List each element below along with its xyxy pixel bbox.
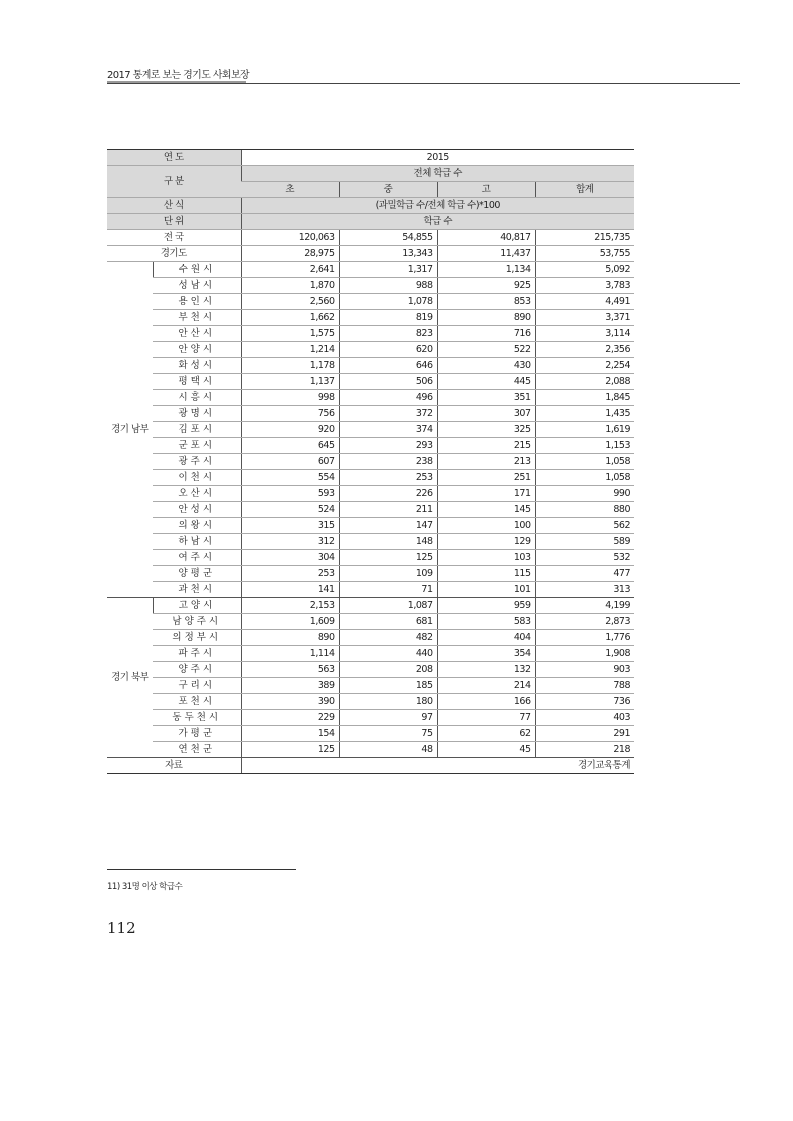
cell-value: 4,491: [535, 294, 634, 310]
cell-value: 100: [437, 518, 535, 534]
cell-value: 3,783: [535, 278, 634, 294]
cell-value: 185: [339, 678, 437, 694]
col-high: 고: [437, 182, 535, 198]
nationwide-total: 215,735: [535, 230, 634, 246]
col-middle: 중: [339, 182, 437, 198]
cell-value: 788: [535, 678, 634, 694]
cell-value: 2,088: [535, 374, 634, 390]
cell-value: 4,199: [535, 598, 634, 614]
table-row: [107, 742, 634, 758]
footnote-rule: [107, 869, 296, 870]
city-name: 오산시: [153, 486, 241, 502]
cell-value: 238: [339, 454, 437, 470]
cell-value: 1,575: [241, 326, 339, 342]
cell-value: 920: [241, 422, 339, 438]
year-row: [107, 150, 634, 166]
col-elementary: 초: [241, 182, 339, 198]
gyeonggi-elementary: 28,975: [241, 246, 339, 262]
formula-row: [107, 198, 634, 214]
gyeonggi-label: 경기도: [107, 246, 241, 262]
cell-value: 445: [437, 374, 535, 390]
group-header: 전체 학급 수: [241, 166, 634, 182]
cell-value: 1,058: [535, 454, 634, 470]
cell-value: 211: [339, 502, 437, 518]
cell-value: 1,870: [241, 278, 339, 294]
cell-value: 998: [241, 390, 339, 406]
cell-value: 171: [437, 486, 535, 502]
table-row: [107, 486, 634, 502]
cell-value: 522: [437, 342, 535, 358]
cell-value: 351: [437, 390, 535, 406]
cell-value: 482: [339, 630, 437, 646]
cell-value: 2,873: [535, 614, 634, 630]
cell-value: 1,078: [339, 294, 437, 310]
cell-value: 736: [535, 694, 634, 710]
cell-value: 62: [437, 726, 535, 742]
cell-value: 819: [339, 310, 437, 326]
gyeonggi-middle: 13,343: [339, 246, 437, 262]
cell-value: 607: [241, 454, 339, 470]
city-name: 포천시: [153, 694, 241, 710]
cell-value: 1,619: [535, 422, 634, 438]
cell-value: 390: [241, 694, 339, 710]
table-row: [107, 726, 634, 742]
class-count-table: [107, 149, 634, 774]
unit-label: 단 위: [107, 214, 241, 230]
cell-value: 959: [437, 598, 535, 614]
cell-value: 208: [339, 662, 437, 678]
source-value: 경기교육통계: [241, 758, 634, 774]
unit-row: [107, 214, 634, 230]
table-row: [107, 358, 634, 374]
cell-value: 253: [241, 566, 339, 582]
city-name: 의정부시: [153, 630, 241, 646]
page-number: 112: [107, 919, 136, 937]
cell-value: 853: [437, 294, 535, 310]
cell-value: 1,087: [339, 598, 437, 614]
cell-value: 1,178: [241, 358, 339, 374]
cell-value: 253: [339, 470, 437, 486]
formula-label: 산 식: [107, 198, 241, 214]
footnote: 11) 31명 이상 학급수: [107, 882, 183, 892]
table-row: [107, 582, 634, 598]
cell-value: 589: [535, 534, 634, 550]
city-name: 용인시: [153, 294, 241, 310]
cell-value: 307: [437, 406, 535, 422]
city-name: 고양시: [153, 598, 241, 614]
cell-value: 990: [535, 486, 634, 502]
gyeonggi-row: [107, 246, 634, 262]
cell-value: 583: [437, 614, 535, 630]
cell-value: 506: [339, 374, 437, 390]
cell-value: 147: [339, 518, 437, 534]
cell-value: 75: [339, 726, 437, 742]
table-row: [107, 438, 634, 454]
nationwide-high: 40,817: [437, 230, 535, 246]
table-row: [107, 278, 634, 294]
cell-value: 1,114: [241, 646, 339, 662]
cell-value: 141: [241, 582, 339, 598]
table-row: [107, 646, 634, 662]
city-name: 하남시: [153, 534, 241, 550]
cell-value: 354: [437, 646, 535, 662]
cell-value: 3,371: [535, 310, 634, 326]
table-row: [107, 598, 634, 614]
cell-value: 154: [241, 726, 339, 742]
table-row: [107, 390, 634, 406]
category-row: [107, 166, 634, 182]
city-name: 의왕시: [153, 518, 241, 534]
city-name: 구리시: [153, 678, 241, 694]
table-row: [107, 326, 634, 342]
table-row: [107, 614, 634, 630]
cell-value: 430: [437, 358, 535, 374]
cell-value: 562: [535, 518, 634, 534]
cell-value: 890: [437, 310, 535, 326]
cell-value: 1,058: [535, 470, 634, 486]
cell-value: 2,356: [535, 342, 634, 358]
city-name: 광주시: [153, 454, 241, 470]
city-name: 군포시: [153, 438, 241, 454]
cell-value: 145: [437, 502, 535, 518]
city-name: 안산시: [153, 326, 241, 342]
table-row: [107, 518, 634, 534]
region-label-south: 경기 남부: [107, 262, 153, 598]
city-name: 성남시: [153, 278, 241, 294]
cell-value: 97: [339, 710, 437, 726]
table-row: [107, 374, 634, 390]
city-name: 파주시: [153, 646, 241, 662]
cell-value: 312: [241, 534, 339, 550]
city-name: 연천군: [153, 742, 241, 758]
cell-value: 109: [339, 566, 437, 582]
cell-value: 593: [241, 486, 339, 502]
gyeonggi-total: 53,755: [535, 246, 634, 262]
cell-value: 477: [535, 566, 634, 582]
city-name: 남양주시: [153, 614, 241, 630]
cell-value: 2,153: [241, 598, 339, 614]
table-row: [107, 470, 634, 486]
table-row: [107, 294, 634, 310]
table-row: [107, 662, 634, 678]
cell-value: 315: [241, 518, 339, 534]
running-header: 2017 통계로 보는 경기도 사회보장: [107, 70, 250, 81]
cell-value: 129: [437, 534, 535, 550]
cell-value: 756: [241, 406, 339, 422]
cell-value: 716: [437, 326, 535, 342]
cell-value: 218: [535, 742, 634, 758]
cell-value: 403: [535, 710, 634, 726]
category-label: 구 분: [107, 166, 241, 198]
year-label: 연 도: [107, 150, 241, 166]
table-row: [107, 454, 634, 470]
city-name: 부천시: [153, 310, 241, 326]
cell-value: 1,134: [437, 262, 535, 278]
cell-value: 180: [339, 694, 437, 710]
cell-value: 554: [241, 470, 339, 486]
cell-value: 132: [437, 662, 535, 678]
city-name: 수원시: [153, 262, 241, 278]
cell-value: 1,776: [535, 630, 634, 646]
cell-value: 304: [241, 550, 339, 566]
cell-value: 313: [535, 582, 634, 598]
table-row: [107, 534, 634, 550]
cell-value: 1,845: [535, 390, 634, 406]
cell-value: 1,435: [535, 406, 634, 422]
cell-value: 1,908: [535, 646, 634, 662]
nationwide-middle: 54,855: [339, 230, 437, 246]
cell-value: 103: [437, 550, 535, 566]
unit-value: 학급 수: [241, 214, 634, 230]
table-row: [107, 710, 634, 726]
cell-value: 166: [437, 694, 535, 710]
col-total: 합계: [535, 182, 634, 198]
cell-value: 226: [339, 486, 437, 502]
cell-value: 389: [241, 678, 339, 694]
table-row: [107, 422, 634, 438]
table-row: [107, 566, 634, 582]
cell-value: 148: [339, 534, 437, 550]
cell-value: 325: [437, 422, 535, 438]
cell-value: 620: [339, 342, 437, 358]
cell-value: 291: [535, 726, 634, 742]
year-value: 2015: [241, 150, 634, 166]
cell-value: 71: [339, 582, 437, 598]
source-label: 자료: [107, 758, 241, 774]
cell-value: 2,560: [241, 294, 339, 310]
cell-value: 101: [437, 582, 535, 598]
cell-value: 646: [339, 358, 437, 374]
cell-value: 988: [339, 278, 437, 294]
city-name: 평택시: [153, 374, 241, 390]
cell-value: 3,114: [535, 326, 634, 342]
formula-value: (과밀학급 수/전체 학급 수)*100: [241, 198, 634, 214]
cell-value: 1,609: [241, 614, 339, 630]
cell-value: 440: [339, 646, 437, 662]
table-row: [107, 502, 634, 518]
cell-value: 925: [437, 278, 535, 294]
table-row: [107, 550, 634, 566]
city-name: 김포시: [153, 422, 241, 438]
city-name: 이천시: [153, 470, 241, 486]
cell-value: 214: [437, 678, 535, 694]
cell-value: 880: [535, 502, 634, 518]
table-row: [107, 342, 634, 358]
cell-value: 681: [339, 614, 437, 630]
cell-value: 645: [241, 438, 339, 454]
cell-value: 215: [437, 438, 535, 454]
cell-value: 77: [437, 710, 535, 726]
cell-value: 374: [339, 422, 437, 438]
cell-value: 890: [241, 630, 339, 646]
cell-value: 251: [437, 470, 535, 486]
cell-value: 532: [535, 550, 634, 566]
table-row: [107, 694, 634, 710]
cell-value: 229: [241, 710, 339, 726]
cell-value: 213: [437, 454, 535, 470]
nationwide-row: [107, 230, 634, 246]
cell-value: 5,092: [535, 262, 634, 278]
table-row: [107, 262, 634, 278]
city-name: 양주시: [153, 662, 241, 678]
cell-value: 2,641: [241, 262, 339, 278]
table-row: [107, 406, 634, 422]
city-name: 안성시: [153, 502, 241, 518]
city-name: 과천시: [153, 582, 241, 598]
cell-value: 1,137: [241, 374, 339, 390]
cell-value: 293: [339, 438, 437, 454]
cell-value: 524: [241, 502, 339, 518]
cell-value: 1,153: [535, 438, 634, 454]
cell-value: 115: [437, 566, 535, 582]
table-row: [107, 630, 634, 646]
cell-value: 563: [241, 662, 339, 678]
cell-value: 48: [339, 742, 437, 758]
cell-value: 496: [339, 390, 437, 406]
cell-value: 372: [339, 406, 437, 422]
nationwide-label: 전 국: [107, 230, 241, 246]
gyeonggi-high: 11,437: [437, 246, 535, 262]
city-name: 광명시: [153, 406, 241, 422]
region-label-north: 경기 북부: [107, 598, 153, 758]
cell-value: 1,662: [241, 310, 339, 326]
header-rule: [107, 83, 740, 84]
city-name: 양평군: [153, 566, 241, 582]
cell-value: 903: [535, 662, 634, 678]
city-name: 동두천시: [153, 710, 241, 726]
city-name: 화성시: [153, 358, 241, 374]
nationwide-elementary: 120,063: [241, 230, 339, 246]
cell-value: 823: [339, 326, 437, 342]
city-name: 안양시: [153, 342, 241, 358]
table-row: [107, 310, 634, 326]
cell-value: 45: [437, 742, 535, 758]
source-row: [107, 758, 634, 774]
cell-value: 1,317: [339, 262, 437, 278]
table-row: [107, 678, 634, 694]
cell-value: 2,254: [535, 358, 634, 374]
cell-value: 125: [241, 742, 339, 758]
cell-value: 404: [437, 630, 535, 646]
city-name: 시흥시: [153, 390, 241, 406]
city-name: 여주시: [153, 550, 241, 566]
city-name: 가평군: [153, 726, 241, 742]
cell-value: 125: [339, 550, 437, 566]
cell-value: 1,214: [241, 342, 339, 358]
